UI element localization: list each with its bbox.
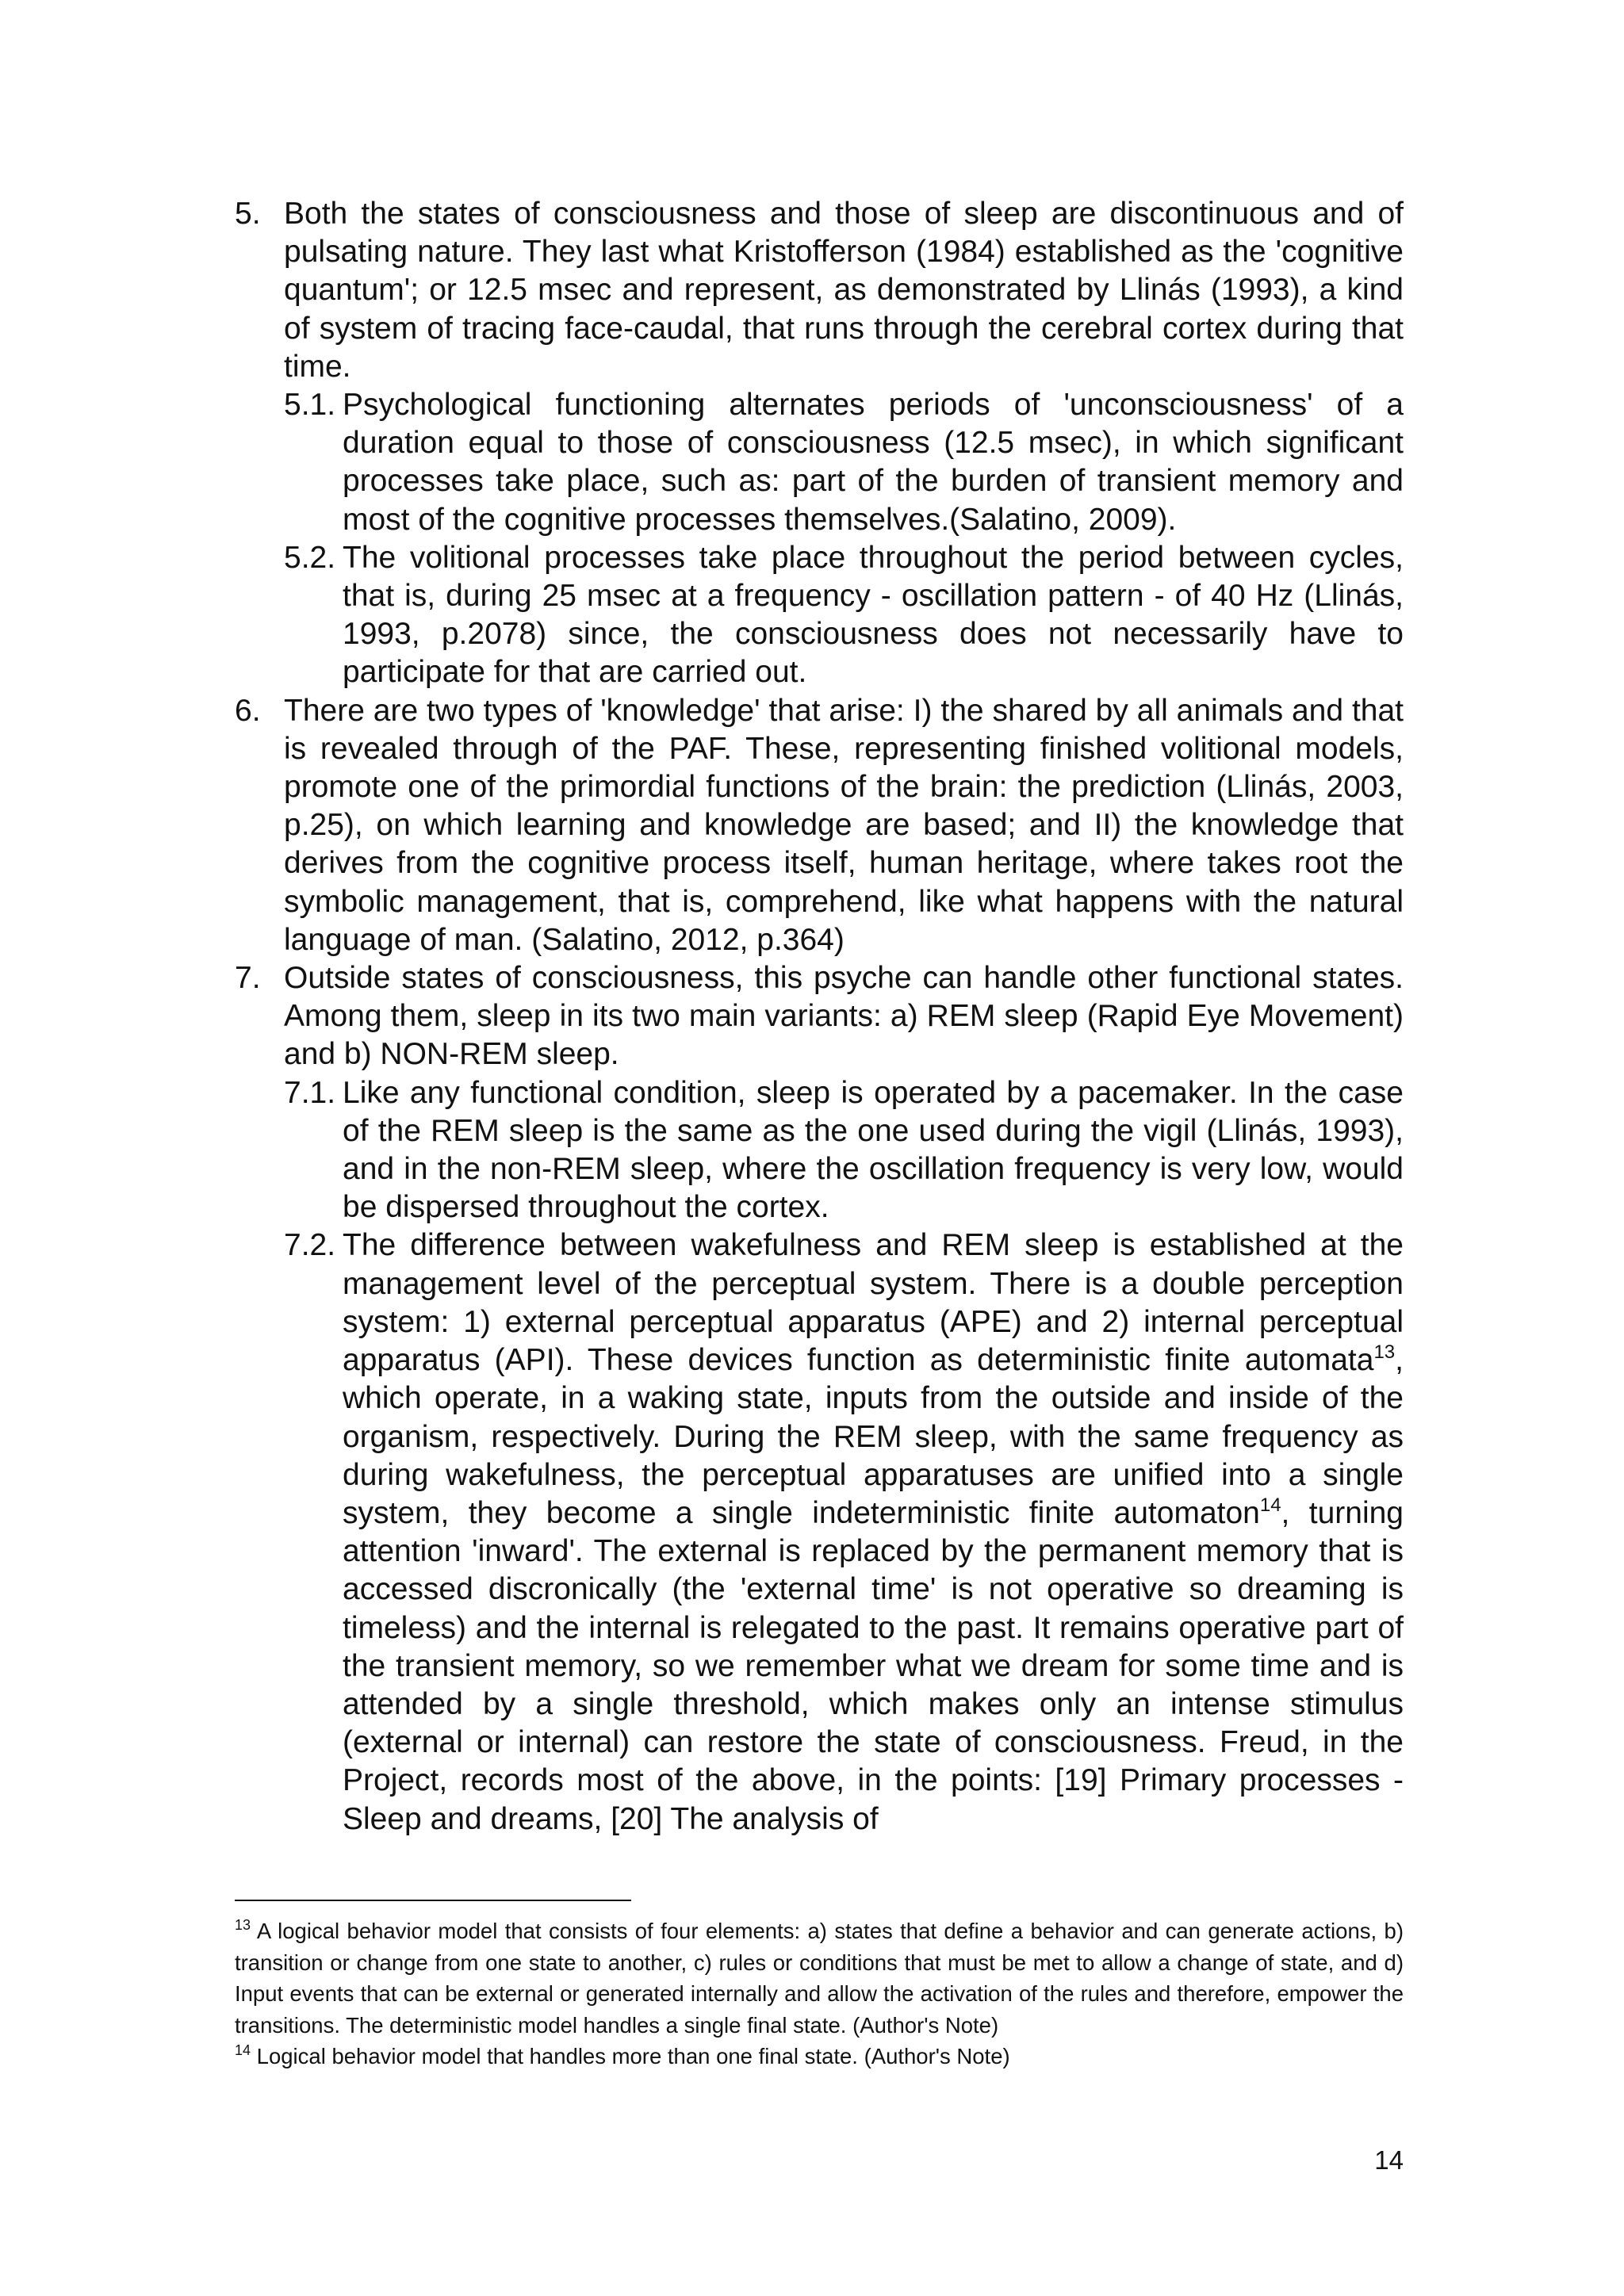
list-item-6 <box>235 692 1404 959</box>
list-item-7-1 <box>235 1074 1404 1227</box>
paragraph-text: Outside states of consciousness, this psyche can handle other functional states. Among them, sleep in its two main variants: a) REM sleep (Rapid Eye Movement) and b) NON-REM sleep. <box>284 961 1404 1072</box>
list-item-7-2 <box>235 1226 1404 1838</box>
footnote-13 <box>235 1915 1404 2041</box>
list-number: 6. <box>235 693 261 728</box>
footnote-reference-13[interactable]: 13 <box>1373 1341 1396 1364</box>
footnote-text: A logical behavior model that consists of four elements: a) states that define a behavior and can generate actions, b) transition or change from one state to another, c) rules or conditions that must be met to allow a change of state, and d) Input events that can be external or generated internally and allow the activation of the rules and therefore, empower the transitions. The deterministic model handles a single final state. (Author's Note) <box>235 1919 1404 2038</box>
page-number: 14 <box>1374 2145 1404 2175</box>
footnotes <box>235 1915 1404 2072</box>
list-number: 7. <box>235 961 261 996</box>
paragraph-text: , which operate, in a waking state, inputs from the outside and inside of the organism, respectively. During the REM sleep, with the same frequency as during wakefulness, the perceptual apparatuses are unified into a single system, they become a single indeterministic finite automaton <box>343 1343 1404 1530</box>
list-item-5 <box>235 195 1404 386</box>
paragraph-text: Psychological functioning alternates periods of 'unconsciousness' of a duration equal to those of consciousness (12.5 msec), in which significant processes take place, such as: part of the burden of transient memory and most of the cognitive processes themselves.(Salatino, 2009). <box>343 388 1404 537</box>
footnote-mark: 13 <box>235 1917 251 1933</box>
list-item-5-1 <box>235 386 1404 539</box>
paragraph-text: The volitional processes take place throughout the period between cycles, that is, during 25 msec at a frequency - oscillation pattern - of 40 Hz (Llinás, 1993, p.2078) since, the consciousness does not necessarily have to participate for that are carried out. <box>343 540 1404 690</box>
paragraph-text: Like any functional condition, sleep is operated by a pacemaker. In the case of the REM sleep is the same as the one used during the vigil (Llinás, 1993), and in the non-REM sleep, where the oscillation frequency is very low, would be dispersed throughout the cortex. <box>343 1075 1404 1225</box>
paragraph-text: The difference between wakefulness and REM sleep is established at the management level of the perceptual system. There is a double perception system: 1) external perceptual apparatus (APE) and 2) internal perceptual apparatus (API). These devices function as deterministic finite automata <box>343 1228 1404 1378</box>
footnote-text: Logical behavior model that handles more than one final state. (Author's Note) <box>251 2044 1010 2068</box>
list-number: 5.1. <box>284 388 336 423</box>
footnote-14 <box>235 2041 1404 2072</box>
paragraph-text: There are two types of 'knowledge' that arise: I) the shared by all animals and that is revealed through of the PAF. These, representing finished volitional models, promote one of the primordial functions of the brain: the prediction (Llinás, 2003, p.25), on which learning and knowledge are based; and II) the knowledge that derives from the cognitive process itself, human heritage, where takes root the symbolic management, that is, comprehend, like what happens with the natural language of man. (Salatino, 2012, p.364) <box>284 693 1404 957</box>
footnote-separator <box>235 1900 631 1901</box>
list-item-7 <box>235 959 1404 1074</box>
paragraph-text: Both the states of consciousness and those of sleep are discontinuous and of pulsating nature. They last what Kristofferson (1984) established as the 'cognitive quantum'; or 12.5 msec and represent, as demonstrated by Llinás (1993), a kind of system of tracing face-caudal, that runs through the cerebral cortex during that time. <box>284 197 1404 384</box>
footnote-mark: 14 <box>235 2042 251 2058</box>
list-item-5-2 <box>235 539 1404 692</box>
paragraph-text: , turning attention 'inward'. The external is replaced by the permanent memory that is accessed discronically (the 'external time' is not operative so dreaming is timeless) and the internal is relegated to the past. It remains operative part of the transient memory, so we remember what we dream for some time and is attended by a single threshold, which makes only an intense stimulus (external or internal) can restore the state of consciousness. Freud, in the Project, records most of the above, in the points: [19] Primary processes - Sleep and dreams, [20] The analysis of <box>343 1495 1404 1836</box>
list-number: 7.2. <box>284 1228 336 1263</box>
list-number: 7.1. <box>284 1075 336 1110</box>
footnote-reference-14[interactable]: 14 <box>1259 1494 1281 1516</box>
body-text <box>235 195 1404 1839</box>
list-number: 5. <box>235 197 261 231</box>
list-number: 5.2. <box>284 540 336 575</box>
